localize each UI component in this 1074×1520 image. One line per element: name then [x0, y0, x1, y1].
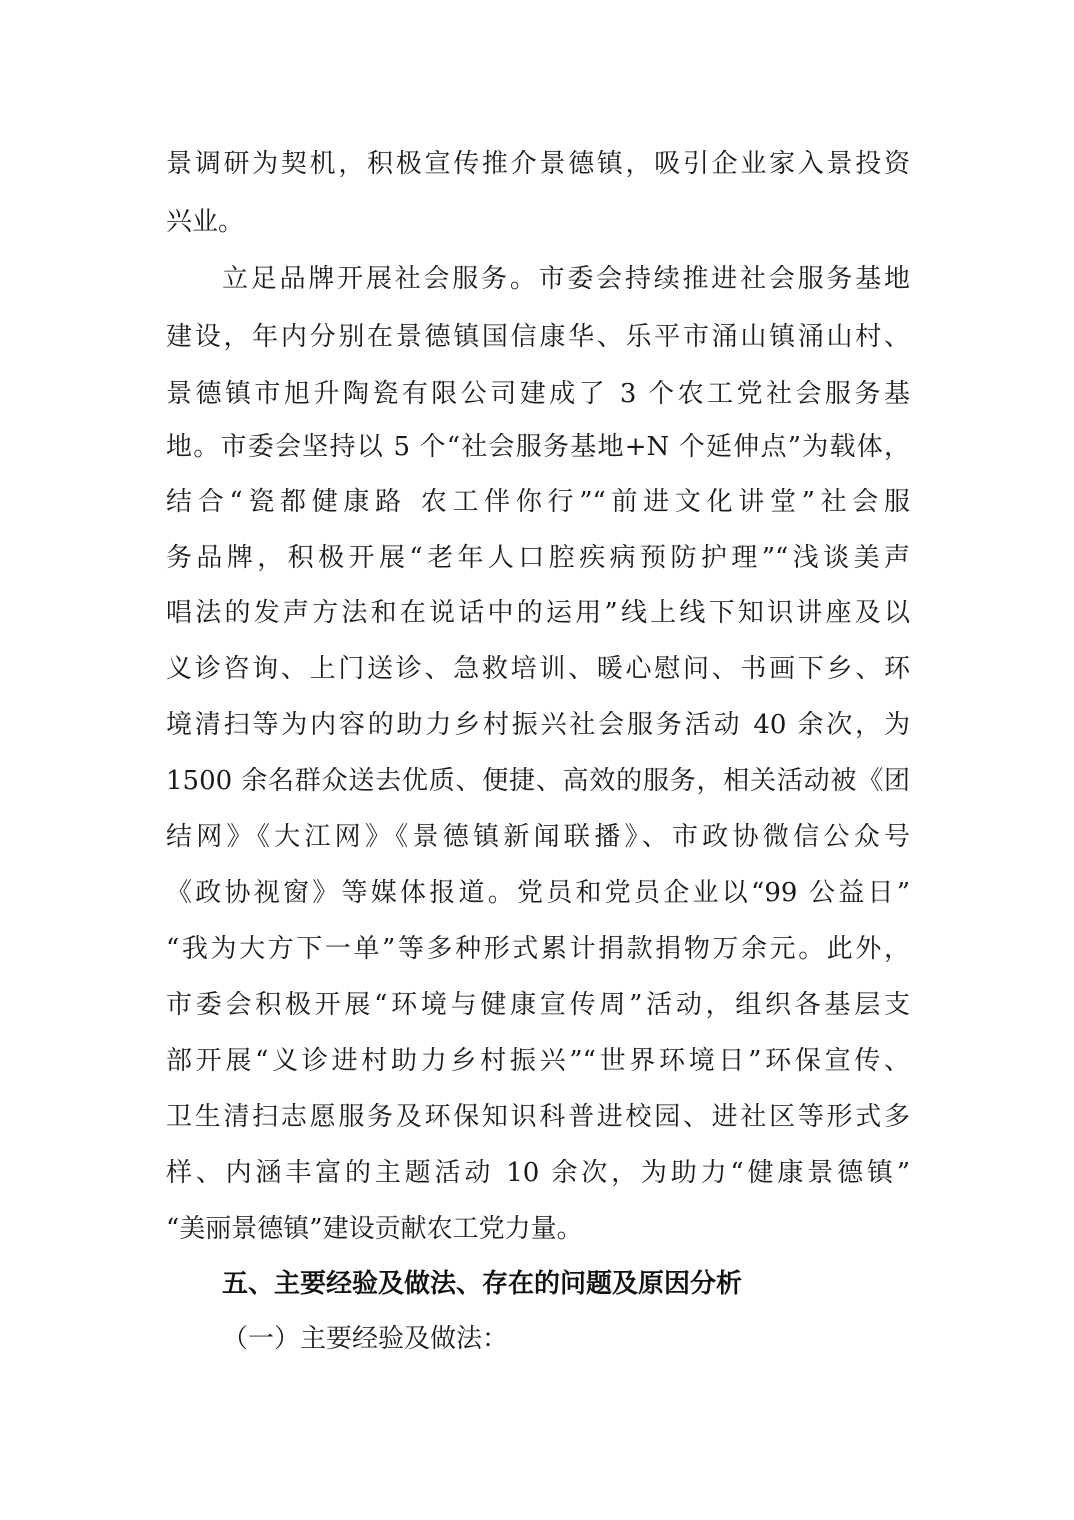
paragraph-line: 兴业。: [166, 207, 245, 237]
paragraph-line: “美丽景德镇”建设贡献农工党力量。: [166, 1214, 583, 1244]
paragraph-line: 景德镇市旭升陶瓷有限公司建成了 3 个农工党社会服务基: [166, 379, 910, 409]
paragraph-line: 唱法的发声方法和在说话中的运用”线上线下知识讲座及以: [166, 598, 910, 628]
paragraph-line: 地。市委会坚持以 5 个“社会服务基地+N 个延伸点”为载体，: [166, 432, 910, 462]
paragraph-line: 市委会积极开展“环境与健康宣传周”活动，组织各基层支: [166, 990, 910, 1020]
subsection-heading: （一）主要经验及做法：: [222, 1324, 509, 1354]
paragraph-line: 境清扫等为内容的助力乡村振兴社会服务活动 40 余次，为: [166, 710, 910, 740]
paragraph-line: 结网》《大江网》《景德镇新闻联播》、市政协微信公众号: [166, 822, 910, 852]
paragraph-line: 卫生清扫志愿服务及环保知识科普进校园、进社区等形式多: [166, 1102, 910, 1132]
paragraph-line: 义诊咨询、上门送诊、急救培训、暖心慰问、书画下乡、环: [166, 654, 910, 684]
paragraph-line: 务品牌，积极开展“老年人口腔疾病预防护理”“浅谈美声: [166, 543, 910, 573]
paragraph-line: 部开展“义诊进村助力乡村振兴”“世界环境日”环保宣传、: [166, 1046, 910, 1076]
section-heading: 五、主要经验及做法、存在的问题及原因分析: [222, 1269, 743, 1299]
paragraph-line: 景调研为契机，积极宣传推介景德镇，吸引企业家入景投资: [166, 149, 910, 179]
paragraph-line: 1500 余名群众送去优质、便捷、高效的服务，相关活动被《团: [166, 766, 910, 796]
paragraph-line: 立足品牌开展社会服务。市委会持续推进社会服务基地: [222, 264, 910, 294]
paragraph-line: 建设，年内分别在景德镇国信康华、乐平市涌山镇涌山村、: [166, 322, 910, 352]
paragraph-line: “我为大方下一单”等多种形式累计捐款捐物万余元。此外，: [166, 934, 910, 964]
paragraph-line: 《政协视窗》等媒体报道。党员和党员企业以“99 公益日”: [166, 878, 910, 908]
paragraph-line: 样、内涵丰富的主题活动 10 余次，为助力“健康景德镇”: [166, 1158, 910, 1188]
paragraph-line: 结合“瓷都健康路 农工伴你行”“前进文化讲堂”社会服: [166, 487, 910, 517]
